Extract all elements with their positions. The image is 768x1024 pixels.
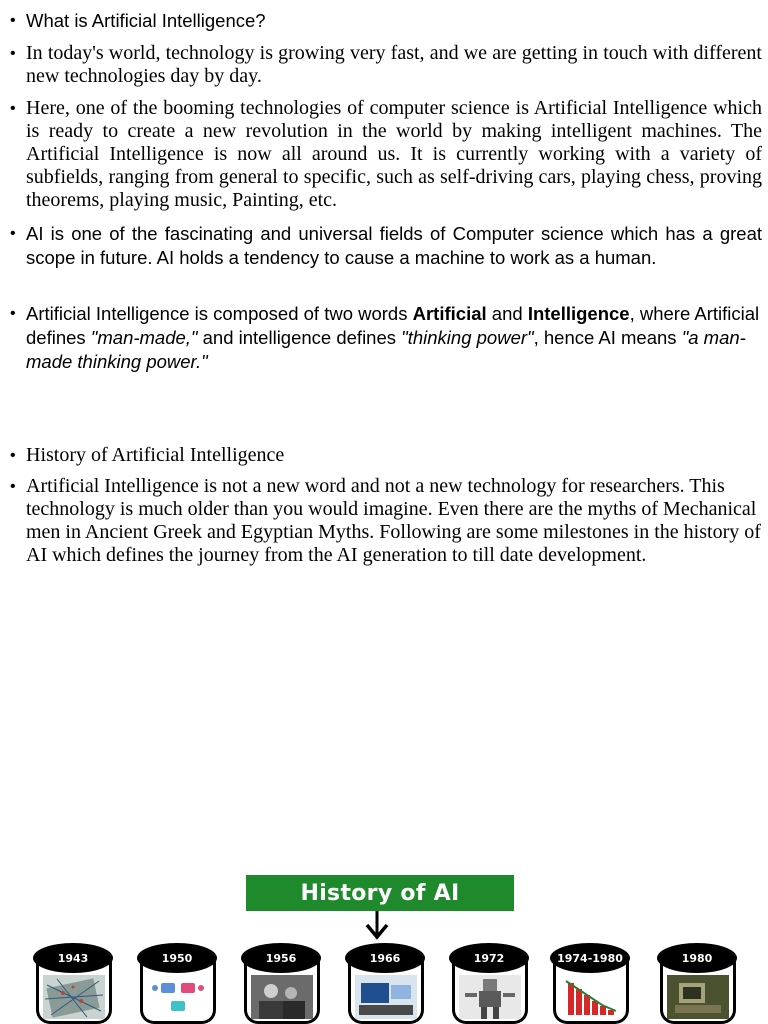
paragraph-ai-fascinating: AI is one of the fascinating and universal fields of Computer science which has a great scope in future. AI holds a tendency to cause a machine to work as a human. (26, 223, 762, 268)
neural-network-image (43, 975, 105, 1019)
year-label: 1972 (449, 943, 529, 973)
timeline-item-1966 (345, 943, 425, 1024)
list-item (10, 302, 762, 374)
timeline-item-1972 (449, 943, 529, 1024)
dartmouth-photo-image (251, 975, 313, 1019)
list-item (10, 42, 762, 88)
ai-winter-decline-image (560, 975, 622, 1019)
year-label: 1980 (657, 943, 737, 973)
year-label: 1974-1980 (550, 943, 630, 973)
list-item (10, 222, 762, 270)
timeline-item-1974-1980 (550, 943, 630, 1024)
wabot-robot-image (459, 975, 521, 1019)
year-label: 1943 (33, 943, 113, 973)
timeline-item-1956 (241, 943, 321, 1024)
paragraph-ai-definition (26, 302, 762, 374)
bullet-dot: • (10, 45, 16, 62)
expert-system-computer-image (667, 975, 729, 1019)
bullet-dot: • (10, 447, 16, 464)
history-of-ai-banner: History of AI (246, 875, 514, 911)
bullet-dot: • (10, 305, 16, 322)
text-run: Artificial Intelligence is composed of two words (26, 303, 413, 324)
eliza-computer-image (355, 975, 417, 1019)
down-arrow-icon (364, 911, 390, 941)
bullet-dot: • (10, 12, 16, 29)
italic-thinking-power: "thinking power" (401, 327, 534, 348)
timeline-item-1950 (137, 943, 217, 1024)
bullet-dot: • (10, 100, 16, 117)
timeline-item-1980 (657, 943, 737, 1024)
paragraph-tech-growth: In today's world, technology is growing very fast, and we are getting in touch with different new technologies day by day. (26, 42, 762, 87)
bullet-dot: • (10, 478, 16, 495)
text-run: and (486, 303, 528, 324)
list-item (10, 444, 762, 467)
text-run: and intelligence defines (197, 327, 402, 348)
year-label: 1956 (241, 943, 321, 973)
list-item (10, 9, 762, 33)
bold-intelligence: Intelligence (527, 303, 630, 324)
list-item (10, 97, 762, 212)
timeline-item-1943 (33, 943, 113, 1024)
year-label: 1950 (137, 943, 217, 973)
italic-ai-meaning: "a man-made thinking power." (26, 327, 746, 372)
year-label: 1966 (345, 943, 425, 973)
heading-what-is-ai: What is Artificial Intelligence? (26, 10, 266, 31)
paragraph-booming-tech: Here, one of the booming technologies of computer science is Artificial Intelligence which is ready to create a new revolution in the world by making intelligent machines. The Artificial Intelligence is now all around us. It is currently working with a variety of subfields, ranging from general to specific, such as self-driving cars, playing chess, proving theorems, playing music, Painting, etc. (26, 97, 762, 211)
heading-history-ai: History of Artificial Intelligence (26, 444, 285, 466)
paragraph-history: Artificial Intelligence is not a new word and not a new technology for researchers. This technology is much older than you would imagine. Even there are the myths of Mechanical men in Ancient Greek and Egyptian Myths. Following are some milestones in the history of AI which defines the journey from the AI generation to till date development. (26, 475, 761, 566)
text-run: , where Artificial defines (26, 303, 760, 348)
turing-test-diagram-image (147, 975, 209, 1019)
bullet-dot: • (10, 225, 16, 242)
italic-man-made: "man-made," (90, 327, 198, 348)
list-item (10, 475, 762, 567)
bold-artificial: Artificial (412, 303, 487, 324)
text-run: , hence AI means (533, 327, 682, 348)
